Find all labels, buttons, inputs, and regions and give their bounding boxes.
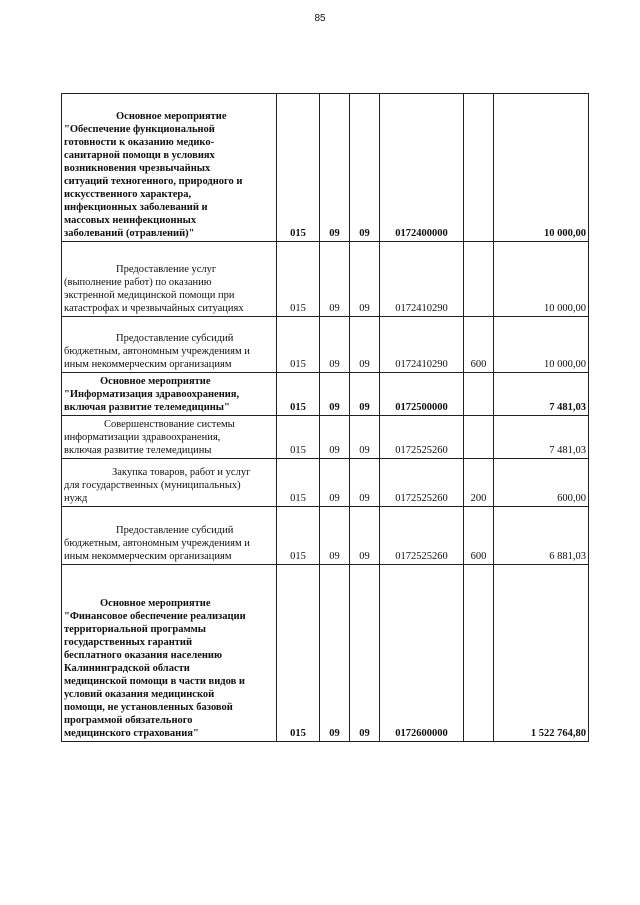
table-row (62, 416, 589, 459)
name-line: "Информатизация здравоохранения, (64, 389, 240, 400)
row-name-cell (62, 459, 277, 507)
name-line: Совершенствование системы (104, 419, 235, 430)
name-line: Предоставление субсидий (116, 525, 234, 536)
target-cell: 0172500000 (380, 373, 464, 416)
name-line: включая развитие телемедицины" (64, 402, 230, 413)
table-row (62, 565, 589, 742)
amount-cell: 7 481,03 (494, 373, 589, 416)
table-row (62, 94, 589, 242)
type-cell: 600 (464, 507, 494, 565)
name-line: ситуаций техногенного, природного и (64, 176, 243, 187)
type-cell (464, 416, 494, 459)
row-name-cell (62, 94, 277, 242)
name-line: Основное мероприятие (100, 598, 211, 609)
name-line: "Обеспечение функциональной (64, 124, 215, 135)
table-row (62, 373, 589, 416)
name-line: возникновения чрезвычайных (64, 163, 211, 174)
page-number: 85 (314, 13, 326, 24)
amount-cell: 600,00 (494, 459, 589, 507)
name-line: (выполнение работ) по оказанию (64, 277, 212, 288)
section-cell: 09 (320, 416, 350, 459)
type-cell (464, 94, 494, 242)
name-line: государственных гарантий (64, 637, 193, 648)
code-cell: 015 (277, 459, 320, 507)
name-line: Калининградской области (64, 663, 190, 674)
name-line: бюджетным, автономным учреждениям и (64, 538, 250, 549)
code-cell: 015 (277, 565, 320, 742)
name-line: иным некоммерческим организациям (64, 359, 232, 370)
amount-cell: 6 881,03 (494, 507, 589, 565)
name-line: включая развитие телемедицины (64, 445, 212, 456)
name-line: Предоставление субсидий (116, 333, 234, 344)
amount-cell: 1 522 764,80 (494, 565, 589, 742)
name-line: бесплатного оказания населению (64, 650, 223, 661)
type-cell: 600 (464, 317, 494, 373)
subsection-cell: 09 (350, 416, 380, 459)
section-cell: 09 (320, 459, 350, 507)
name-line: медицинской помощи в части видов и (64, 676, 245, 687)
section-cell: 09 (320, 317, 350, 373)
target-cell: 0172400000 (380, 94, 464, 242)
name-line: медицинского страхования" (64, 728, 199, 739)
section-cell: 09 (320, 507, 350, 565)
name-line: Основное мероприятие (100, 376, 211, 387)
name-line: Закупка товаров, работ и услуг (112, 467, 251, 478)
row-name-cell (62, 507, 277, 565)
table-row (62, 242, 589, 317)
row-name-cell (62, 373, 277, 416)
target-cell: 0172410290 (380, 242, 464, 317)
row-name-cell (62, 242, 277, 317)
amount-cell: 10 000,00 (494, 94, 589, 242)
section-cell: 09 (320, 94, 350, 242)
amount-cell: 10 000,00 (494, 242, 589, 317)
code-cell: 015 (277, 507, 320, 565)
table-row (62, 507, 589, 565)
code-cell: 015 (277, 416, 320, 459)
name-line: экстренной медицинской помощи при (64, 290, 235, 301)
name-line: иным некоммерческим организациям (64, 551, 232, 562)
code-cell: 015 (277, 373, 320, 416)
name-line: условий оказания медицинской (64, 689, 215, 700)
name-line: информатизации здравоохранения, (64, 432, 221, 443)
name-line: катастрофах и чрезвычайных ситуациях (64, 303, 244, 314)
target-cell: 0172410290 (380, 317, 464, 373)
target-cell: 0172600000 (380, 565, 464, 742)
code-cell: 015 (277, 242, 320, 317)
target-cell: 0172525260 (380, 459, 464, 507)
name-line: искусственного характера, (64, 189, 192, 200)
name-line: бюджетным, автономным учреждениям и (64, 346, 250, 357)
name-line: санитарной помощи в условиях (64, 150, 215, 161)
row-name-cell (62, 565, 277, 742)
name-line: заболеваний (отравлений)" (64, 228, 195, 239)
subsection-cell: 09 (350, 242, 380, 317)
section-cell: 09 (320, 373, 350, 416)
subsection-cell: 09 (350, 565, 380, 742)
name-line: "Финансовое обеспечение реализации (64, 611, 246, 622)
section-cell: 09 (320, 242, 350, 317)
table-row (62, 459, 589, 507)
section-cell: 09 (320, 565, 350, 742)
type-cell: 200 (464, 459, 494, 507)
name-line: помощи, не установленных базовой (64, 702, 233, 713)
name-line: территориальной программы (64, 624, 206, 635)
subsection-cell: 09 (350, 317, 380, 373)
subsection-cell: 09 (350, 94, 380, 242)
name-line: Основное мероприятие (116, 111, 227, 122)
type-cell (464, 373, 494, 416)
name-line: Предоставление услуг (116, 264, 217, 275)
name-line: массовых неинфекционных (64, 215, 197, 226)
type-cell (464, 565, 494, 742)
row-name-cell (62, 317, 277, 373)
subsection-cell: 09 (350, 373, 380, 416)
type-cell (464, 242, 494, 317)
budget-table (61, 93, 589, 742)
name-line: инфекционных заболеваний и (64, 202, 208, 213)
target-cell: 0172525260 (380, 507, 464, 565)
name-line: для государственных (муниципальных) (64, 480, 241, 491)
name-line: готовности к оказанию медико- (64, 137, 215, 148)
code-cell: 015 (277, 94, 320, 242)
amount-cell: 7 481,03 (494, 416, 589, 459)
row-name-cell (62, 416, 277, 459)
table-row (62, 317, 589, 373)
code-cell: 015 (277, 317, 320, 373)
subsection-cell: 09 (350, 459, 380, 507)
name-line: нужд (64, 493, 88, 504)
name-line: программой обязательного (64, 715, 193, 726)
subsection-cell: 09 (350, 507, 380, 565)
target-cell: 0172525260 (380, 416, 464, 459)
amount-cell: 10 000,00 (494, 317, 589, 373)
